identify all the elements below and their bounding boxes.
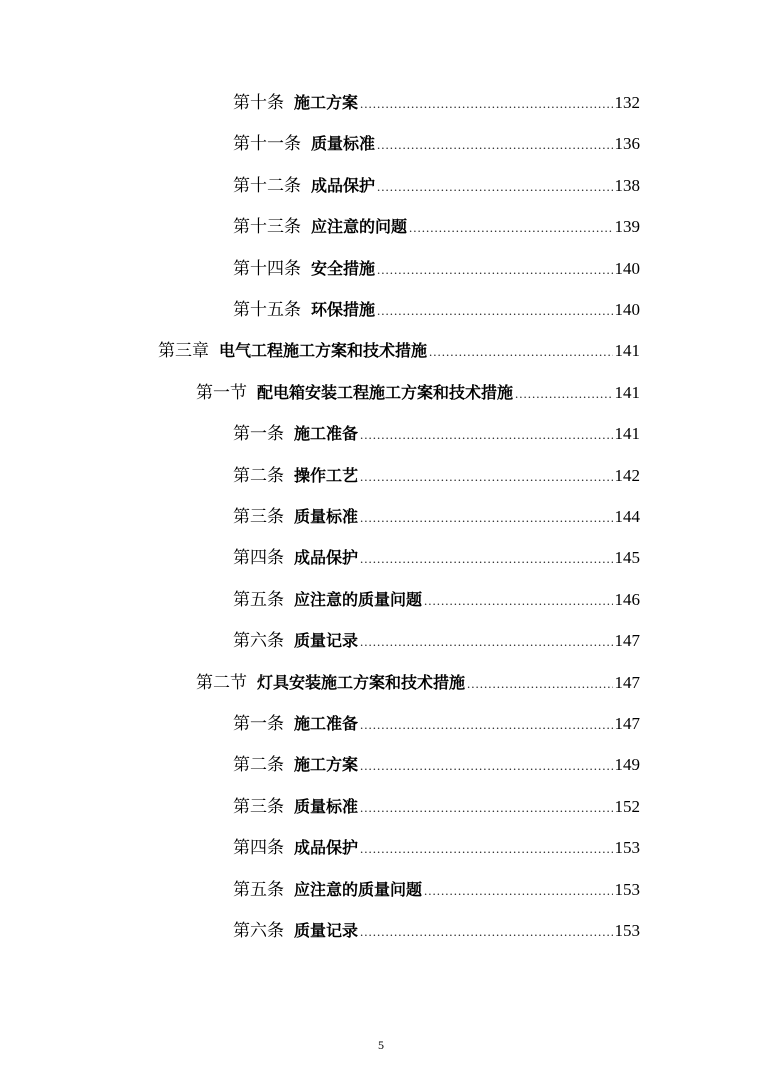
- toc-entry[interactable]: [233, 875, 640, 905]
- toc-entry[interactable]: [233, 916, 640, 946]
- toc-entry-page: 146: [614, 589, 640, 609]
- toc-entry[interactable]: [233, 792, 640, 822]
- toc-entry-title: 环保措施: [311, 300, 376, 319]
- toc-entry-number: 第三章: [158, 341, 209, 362]
- toc-entry-page: 141: [614, 424, 640, 444]
- toc-dot-leader: [515, 379, 612, 409]
- toc-dot-leader: [360, 420, 612, 450]
- toc-entry-page: 149: [614, 755, 640, 775]
- toc-entry-page: 136: [614, 134, 640, 154]
- toc-entry[interactable]: [233, 626, 640, 656]
- toc-entry-title: 电气工程施工方案和技术措施: [219, 341, 428, 361]
- toc-entry-number: 第六条: [233, 631, 284, 652]
- toc-entry[interactable]: [233, 502, 640, 532]
- toc-entry-page: 141: [614, 341, 640, 361]
- toc-entry-number: 第六条: [233, 921, 284, 941]
- toc-entry-title: 质量标准: [311, 134, 376, 154]
- toc-dot-leader: [360, 462, 612, 492]
- toc-dot-leader: [360, 627, 612, 657]
- toc-entry[interactable]: [233, 88, 640, 118]
- toc-entry-number: 第二条: [233, 465, 284, 486]
- toc-section-entry[interactable]: [196, 378, 640, 408]
- toc-entry-page: 152: [614, 796, 640, 816]
- toc-entry[interactable]: [233, 212, 640, 242]
- toc-entry-page: 140: [614, 300, 640, 319]
- toc-entry-page: 140: [614, 258, 640, 278]
- toc-dot-leader: [467, 669, 612, 699]
- toc-dot-leader: [360, 793, 612, 823]
- toc-dot-leader: [360, 751, 612, 781]
- toc-entry-title: 成品保护: [311, 175, 376, 195]
- toc-entry-page: 153: [614, 838, 640, 858]
- toc-entry-page: 132: [614, 93, 640, 112]
- toc-dot-leader: [377, 296, 612, 326]
- toc-entry-page: 153: [614, 921, 640, 940]
- toc-entry[interactable]: [233, 543, 640, 573]
- toc-entry-number: 第一条: [233, 424, 284, 445]
- toc-dot-leader: [424, 586, 612, 616]
- toc-entry-number: 第十五条: [233, 300, 301, 320]
- toc-entry-number: 第一节: [196, 382, 247, 403]
- toc-entry-title: 施工方案: [294, 755, 359, 775]
- toc-entry-number: 第十四条: [233, 258, 301, 279]
- toc-entry-page: 138: [614, 175, 640, 195]
- toc-section-entry[interactable]: [196, 668, 640, 698]
- toc-entry-page: 139: [614, 217, 640, 237]
- toc-entry-page: 145: [614, 548, 640, 568]
- toc-entry-page: 144: [614, 507, 640, 526]
- toc-entry-title: 质量记录: [294, 631, 359, 651]
- toc-entry-page: 147: [614, 714, 640, 733]
- toc-dot-leader: [360, 503, 612, 533]
- toc-dot-leader: [377, 130, 612, 160]
- toc-entry-page: 147: [614, 631, 640, 651]
- toc-entry-number: 第五条: [233, 879, 284, 900]
- toc-entry-title: 施工准备: [294, 714, 359, 733]
- toc-dot-leader: [360, 544, 612, 574]
- toc-entry-title: 成品保护: [294, 548, 359, 568]
- toc-entry[interactable]: [233, 750, 640, 780]
- toc-entry-page: 141: [614, 382, 640, 402]
- toc-entry-title: 应注意的质量问题: [294, 879, 423, 899]
- toc-entry-title: 应注意的质量问题: [294, 589, 423, 609]
- toc-chapter-entry[interactable]: [158, 336, 640, 366]
- toc-entry-number: 第十条: [233, 93, 284, 113]
- toc-entry-title: 安全措施: [311, 258, 376, 278]
- page-number: 5: [378, 1038, 384, 1052]
- toc-entry-number: 第四条: [233, 548, 284, 569]
- toc-entry-title: 灯具安装施工方案和技术措施: [257, 672, 466, 692]
- toc-entry[interactable]: [233, 419, 640, 449]
- toc-entry[interactable]: [233, 585, 640, 615]
- toc-dot-leader: [360, 710, 612, 740]
- toc-entry-number: 第二条: [233, 755, 284, 776]
- toc-entry-number: 第五条: [233, 589, 284, 610]
- toc-entry-page: 147: [614, 672, 640, 692]
- toc-dot-leader: [409, 213, 612, 243]
- toc-entry-title: 成品保护: [294, 838, 359, 858]
- toc-entry-title: 施工方案: [294, 93, 359, 112]
- toc-dot-leader: [360, 89, 612, 119]
- toc-dot-leader: [377, 255, 612, 285]
- toc-entry[interactable]: [233, 171, 640, 201]
- toc-entry-number: 第三条: [233, 796, 284, 817]
- toc-entry-number: 第十三条: [233, 217, 301, 238]
- toc-entry-title: 质量标准: [294, 507, 359, 526]
- toc-entry-number: 第三条: [233, 507, 284, 527]
- toc-entry[interactable]: [233, 129, 640, 159]
- toc-entry-number: 第二节: [196, 672, 247, 693]
- toc-entry-title: 质量标准: [294, 796, 359, 816]
- toc-entry[interactable]: [233, 295, 640, 325]
- toc-entry-page: 142: [614, 465, 640, 485]
- toc-entry-title: 施工准备: [294, 424, 359, 444]
- toc-entry[interactable]: [233, 254, 640, 284]
- toc-entry[interactable]: [233, 833, 640, 863]
- toc-entry-title: 配电箱安装工程施工方案和技术措施: [257, 382, 514, 402]
- toc-entry-number: 第一条: [233, 714, 284, 734]
- toc-dot-leader: [424, 876, 612, 906]
- toc-entry-number: 第十二条: [233, 175, 301, 196]
- toc-dot-leader: [360, 834, 612, 864]
- toc-entry-title: 质量记录: [294, 921, 359, 940]
- toc-dot-leader: [429, 337, 612, 367]
- toc-dot-leader: [377, 172, 612, 202]
- toc-entry-title: 应注意的问题: [311, 217, 408, 237]
- toc-entry-number: 第十一条: [233, 134, 301, 155]
- toc-entry-number: 第四条: [233, 838, 284, 859]
- toc-entry-title: 操作工艺: [294, 465, 359, 485]
- toc-entry[interactable]: [233, 461, 640, 491]
- toc-dot-leader: [360, 917, 612, 947]
- toc-entry[interactable]: [233, 709, 640, 739]
- toc-entry-page: 153: [614, 879, 640, 899]
